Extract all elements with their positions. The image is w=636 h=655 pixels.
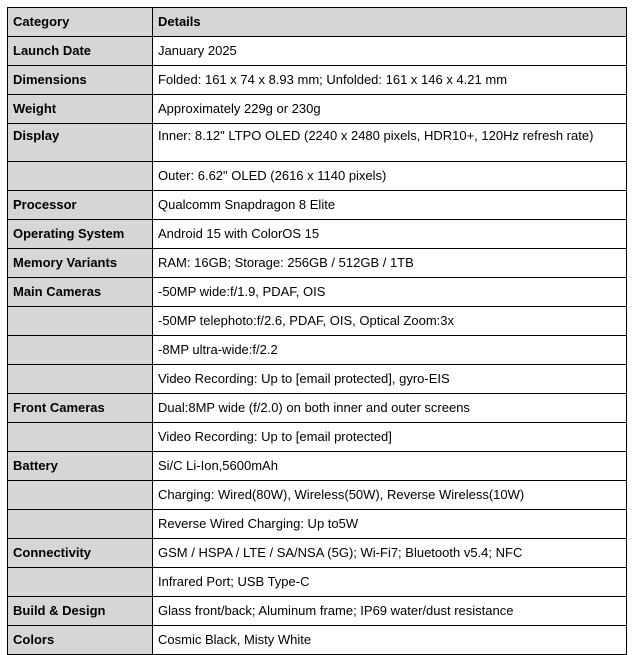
row-details: January 2025 bbox=[153, 37, 627, 66]
table-row bbox=[8, 278, 627, 307]
table-row bbox=[8, 510, 627, 539]
row-details: RAM: 16GB; Storage: 256GB / 512GB / 1TB bbox=[153, 249, 627, 278]
table-row bbox=[8, 626, 627, 655]
row-details: Video Recording: Up to [email protected] bbox=[153, 423, 627, 452]
table-row bbox=[8, 307, 627, 336]
row-category bbox=[8, 307, 153, 336]
table-row bbox=[8, 365, 627, 394]
table-row bbox=[8, 95, 627, 124]
row-category: Memory Variants bbox=[8, 249, 153, 278]
table-row bbox=[8, 191, 627, 220]
row-category bbox=[8, 336, 153, 365]
row-category: Connectivity bbox=[8, 539, 153, 568]
row-category: Weight bbox=[8, 95, 153, 124]
table-row bbox=[8, 66, 627, 95]
spec-table bbox=[7, 7, 627, 655]
row-details: GSM / HSPA / LTE / SA/NSA (5G); Wi-Fi7; Bluetooth v5.4; NFC bbox=[153, 539, 627, 568]
header-category: Category bbox=[8, 8, 153, 37]
table-row bbox=[8, 481, 627, 510]
row-details: Infrared Port; USB Type-C bbox=[153, 568, 627, 597]
table-row bbox=[8, 394, 627, 423]
row-details: Video Recording: Up to [email protected], gyro-EIS bbox=[153, 365, 627, 394]
table-row bbox=[8, 220, 627, 249]
row-category bbox=[8, 365, 153, 394]
row-details: -8MP ultra-wide:f/2.2 bbox=[153, 336, 627, 365]
table-header-row bbox=[8, 8, 627, 37]
row-category: Processor bbox=[8, 191, 153, 220]
table-row bbox=[8, 162, 627, 191]
table-row bbox=[8, 597, 627, 626]
table-row bbox=[8, 423, 627, 452]
row-details: Si/C Li-Ion,5600mAh bbox=[153, 452, 627, 481]
row-category: Battery bbox=[8, 452, 153, 481]
row-details: Charging: Wired(80W), Wireless(50W), Reverse Wireless(10W) bbox=[153, 481, 627, 510]
row-details: -50MP telephoto:f/2.6, PDAF, OIS, Optical Zoom:3x bbox=[153, 307, 627, 336]
table-row bbox=[8, 124, 627, 162]
row-category: Front Cameras bbox=[8, 394, 153, 423]
row-details: Dual:8MP wide (f/2.0) on both inner and outer screens bbox=[153, 394, 627, 423]
row-details: Reverse Wired Charging: Up to5W bbox=[153, 510, 627, 539]
row-details: Approximately 229g or 230g bbox=[153, 95, 627, 124]
row-details: Qualcomm Snapdragon 8 Elite bbox=[153, 191, 627, 220]
row-details: Outer: 6.62" OLED (2616 x 1140 pixels) bbox=[153, 162, 627, 191]
table-row bbox=[8, 37, 627, 66]
row-category bbox=[8, 481, 153, 510]
row-category: Launch Date bbox=[8, 37, 153, 66]
row-category bbox=[8, 568, 153, 597]
table-row bbox=[8, 336, 627, 365]
row-details: Cosmic Black, Misty White bbox=[153, 626, 627, 655]
header-details: Details bbox=[153, 8, 627, 37]
row-details: Android 15 with ColorOS 15 bbox=[153, 220, 627, 249]
row-details: Folded: 161 x 74 x 8.93 mm; Unfolded: 161 x 146 x 4.21 mm bbox=[153, 66, 627, 95]
row-category: Dimensions bbox=[8, 66, 153, 95]
table-row bbox=[8, 452, 627, 481]
row-details: -50MP wide:f/1.9, PDAF, OIS bbox=[153, 278, 627, 307]
row-category: Colors bbox=[8, 626, 153, 655]
row-category: Build & Design bbox=[8, 597, 153, 626]
row-category bbox=[8, 510, 153, 539]
row-category bbox=[8, 162, 153, 191]
row-category: Operating System bbox=[8, 220, 153, 249]
table-row bbox=[8, 568, 627, 597]
row-category: Main Cameras bbox=[8, 278, 153, 307]
row-details: Glass front/back; Aluminum frame; IP69 water/dust resistance bbox=[153, 597, 627, 626]
table-row bbox=[8, 249, 627, 278]
table-row bbox=[8, 539, 627, 568]
row-details: Inner: 8.12" LTPO OLED (2240 x 2480 pixels, HDR10+, 120Hz refresh rate) bbox=[158, 128, 594, 143]
row-category: Display bbox=[13, 128, 60, 143]
row-category bbox=[8, 423, 153, 452]
